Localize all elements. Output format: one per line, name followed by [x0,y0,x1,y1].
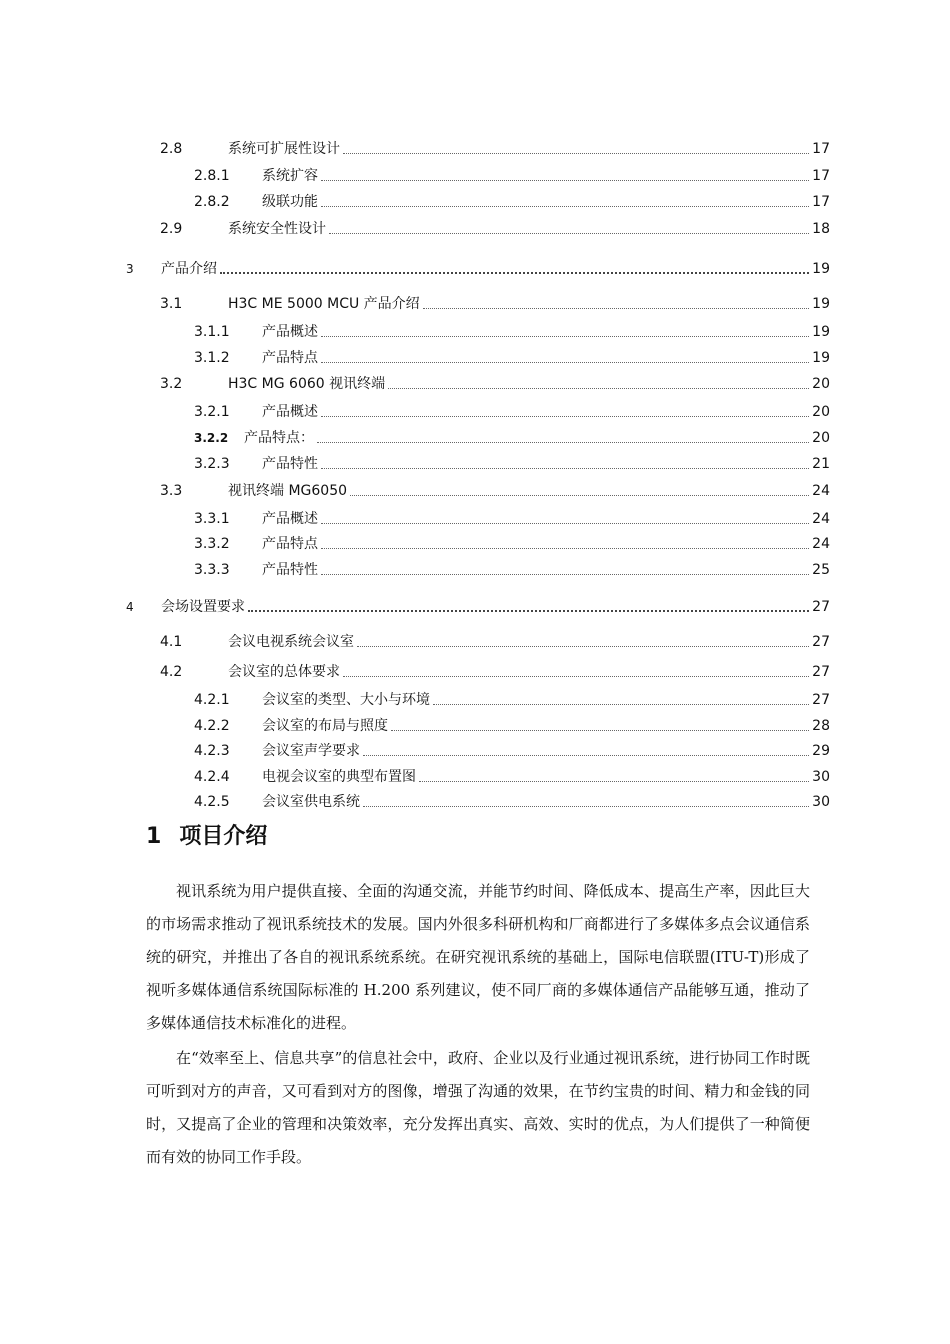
toc-title: 产品概述 [262,511,318,527]
toc-entry[interactable] [194,793,830,811]
toc-page: 25 [812,562,830,578]
toc-title: 产品特性 [262,562,318,578]
toc-leader [419,780,809,782]
toc-number: 4.2.3 [194,743,230,759]
toc-page: 19 [812,350,830,366]
section-number: 1 [146,824,162,849]
paragraph: 视讯系统为用户提供直接、全面的沟通交流，并能节约时间、降低成本、提高生产率，因此巨大的市场需求推动了视讯系统技术的发展。国内外很多科研机构和厂商都进行了多媒体多点会议通信系统的研究，并推出了各自的视讯系统系统。在研究视讯系统的基础上，国际电信联盟(ITU-T)形成了视听多媒体通信系统国际标准的 H.200 系列建议，使不同厂商的多媒体通信产品能够互通，推动了多媒体通信技术标准化的进程。 [146,882,810,1032]
toc-title: 产品特性 [262,456,318,472]
toc-leader [433,703,809,705]
toc-page: 24 [812,511,830,527]
toc-page: 20 [812,404,830,420]
toc-page: 24 [812,483,830,499]
toc-title: 电视会议室的典型布置图 [262,769,416,785]
toc-entry[interactable] [194,403,830,421]
body-text [146,875,810,1040]
toc-title: 级联功能 [262,194,318,210]
toc-entry[interactable] [194,349,830,367]
toc-page: 27 [812,692,830,708]
toc-number: 2.8.2 [194,194,230,210]
toc-page: 17 [812,141,830,157]
toc-entry[interactable] [194,167,830,185]
toc-entry[interactable] [194,455,830,473]
paragraph: 在“效率至上、信息共享”的信息社会中，政府、企业以及行业通过视讯系统，进行协同工作时既可听到对方的声音，又可看到对方的图像，增强了沟通的效果，在节约宝贵的时间、精力和金钱的同时，又提高了企业的管理和决策效率，充分发挥出真实、高效、实时的优点，为人们提供了一种简便而有效的协同工作手段。 [146,1049,810,1166]
toc-number: 3.3 [160,483,183,499]
toc-leader [363,805,809,807]
toc-title: 会议室的总体要求 [228,664,340,680]
toc-entry[interactable] [194,717,830,735]
toc-number: 4.2 [160,664,183,680]
toc-title: 会议室的类型、大小与环境 [262,692,430,708]
toc-leader [321,335,809,337]
toc-number: 4.2.2 [194,718,230,734]
toc-entry[interactable] [126,598,830,616]
toc-title: 产品介绍 [161,261,217,277]
toc-number: 3.2.2 [194,431,229,445]
toc-title: H3C ME 5000 MCU 产品介绍 [228,296,420,312]
toc-number: 3.1 [160,296,183,312]
toc-number: 4.2.5 [194,794,230,810]
toc-leader [321,179,809,181]
toc-page: 21 [812,456,830,472]
toc-page: 27 [812,634,830,650]
toc-entry[interactable] [194,691,830,709]
toc-page: 18 [812,221,830,237]
toc-number: 4.1 [160,634,183,650]
toc-page: 27 [812,664,830,680]
toc-number: 3.1.2 [194,350,230,366]
toc-leader [391,729,809,731]
toc-leader [363,754,809,756]
toc-leader [321,415,809,417]
toc-page: 27 [812,599,830,615]
toc-page: 20 [812,376,830,392]
toc-title: 会议室的布局与照度 [262,718,388,734]
toc-page: 29 [812,743,830,759]
toc-leader [357,645,809,647]
toc-entry[interactable] [194,510,830,528]
toc-leader [321,467,809,469]
toc-number: 3.3.3 [194,562,230,578]
toc-leader [321,522,809,524]
toc-leader [317,441,809,443]
toc-page: 30 [812,794,830,810]
toc-number: 3 [126,262,134,276]
toc-page: 28 [812,718,830,734]
toc-title: 会议室声学要求 [262,743,360,759]
toc-page: 19 [812,324,830,340]
toc-number: 2.8.1 [194,168,230,184]
toc-entry[interactable] [194,768,830,786]
toc-number: 2.9 [160,221,183,237]
toc-leader [423,307,809,309]
toc-title: 产品特点： [244,430,314,446]
toc-page: 24 [812,536,830,552]
toc-leader [388,387,809,389]
toc-page: 20 [812,430,830,446]
toc-entry[interactable] [160,220,830,238]
toc-entry[interactable] [160,140,830,158]
toc-number: 4.2.4 [194,769,230,785]
section-title: 项目介绍 [179,824,268,849]
toc-leader [321,547,809,549]
toc-page: 17 [812,194,830,210]
toc-entry[interactable] [194,429,830,447]
toc-title: H3C MG 6060 视讯终端 [228,376,386,392]
toc-title: 产品概述 [262,324,318,340]
toc-leader [321,573,809,575]
toc-number: 3.2.1 [194,404,230,420]
toc-number: 4 [126,600,134,614]
toc-leader [343,675,809,677]
toc-entry[interactable] [194,742,830,760]
toc-page: 19 [812,261,830,277]
section-heading [146,820,267,854]
toc-entry[interactable] [160,482,830,500]
toc-entry[interactable] [160,295,830,313]
toc-leader [343,152,809,154]
toc-title: 系统安全性设计 [228,221,326,237]
toc-number: 4.2.1 [194,692,230,708]
toc-title: 系统可扩展性设计 [228,141,340,157]
toc-title: 产品特点 [262,350,318,366]
toc-entry[interactable] [194,561,830,579]
toc-entry[interactable] [160,663,830,681]
toc-title: 产品特点 [262,536,318,552]
toc-leader [350,494,809,496]
toc-title: 会议室供电系统 [262,794,360,810]
toc-entry[interactable] [194,535,830,553]
toc-number: 3.2.3 [194,456,230,472]
toc-number: 3.3.2 [194,536,230,552]
toc-entry[interactable] [194,323,830,341]
toc-title: 系统扩容 [262,168,318,184]
toc-leader [329,232,809,234]
toc-entry[interactable] [160,375,830,393]
toc-number: 2.8 [160,141,183,157]
toc-title: 产品概述 [262,404,318,420]
toc-leader [321,205,809,207]
body-text [146,1042,810,1174]
toc-number: 3.3.1 [194,511,230,527]
toc-title: 会议电视系统会议室 [228,634,354,650]
toc-number: 3.1.1 [194,324,230,340]
toc-entry[interactable] [194,193,830,211]
toc-entry[interactable] [126,260,830,278]
toc-page: 30 [812,769,830,785]
toc-leader [248,609,809,612]
toc-page: 19 [812,296,830,312]
toc-number: 3.2 [160,376,183,392]
toc-title: 会场设置要求 [161,599,245,615]
toc-leader [321,361,809,363]
toc-entry[interactable] [160,633,830,651]
toc-leader [220,271,809,274]
toc-title: 视讯终端 MG6050 [228,483,348,499]
toc-page: 17 [812,168,830,184]
